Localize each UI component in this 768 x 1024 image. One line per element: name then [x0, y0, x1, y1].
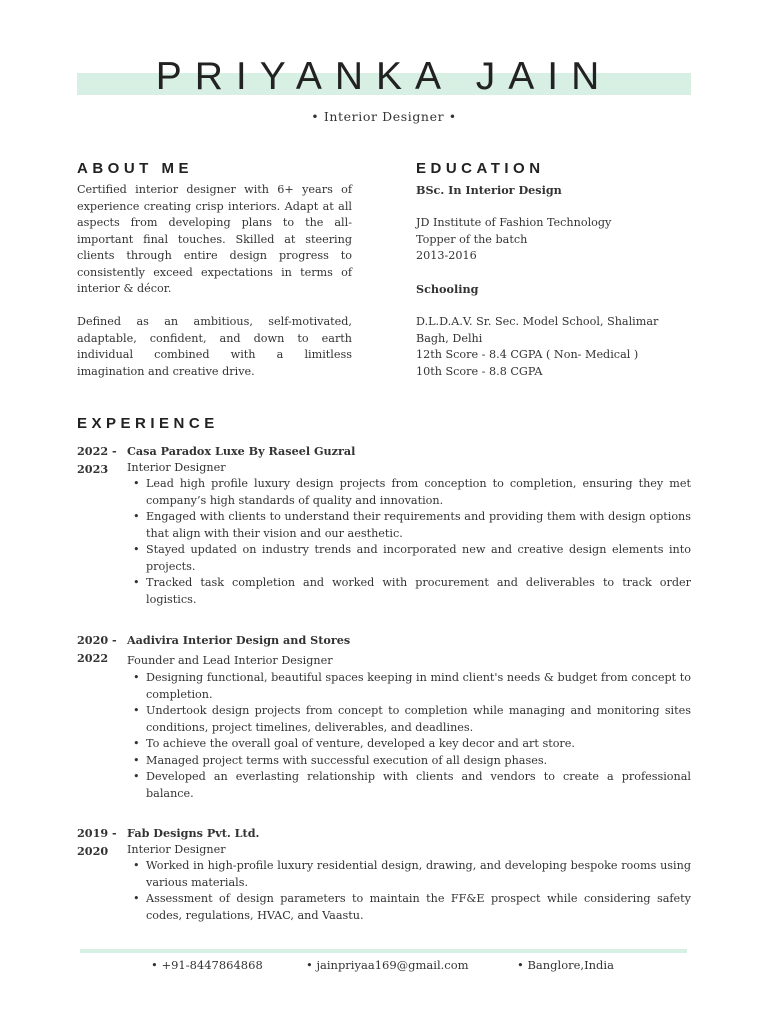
job-bullet: • Tracked task completion and worked with procurement and deliverables to track order logistics.: [146, 575, 691, 608]
contact-location: • Banglore,India: [517, 958, 614, 972]
footer-divider: [80, 949, 687, 953]
job-bullet: • Worked in high-profile luxury residential design, drawing, and developing bespoke rooms using various materials.: [146, 858, 691, 891]
degree-note: Topper of the batch: [416, 232, 528, 246]
job-dates: 2019 - 2020: [77, 826, 117, 858]
job-bullet: • Managed project terms with successful execution of all design phases.: [146, 753, 691, 770]
job-company: Aadivira Interior Design and Stores: [127, 633, 351, 647]
about-paragraph-1: Certified interior designer with 6+ years of experience creating crisp interiors. Adapt at all aspects from developing plans to the all-important final touches. Skilled at steering clients through entire design progress to consistently exceed expectations in terms of interior & décor.: [77, 183, 352, 295]
job-role: Interior Designer: [127, 461, 226, 474]
about-heading: ABOUT ME: [77, 160, 193, 177]
education-heading: EDUCATION: [416, 160, 545, 177]
contact-email: • jainpriyaa169@gmail.com: [306, 958, 469, 972]
job-bullet: • Designing functional, beautiful spaces keeping in mind client's needs & budget from concept to completion.: [146, 670, 691, 703]
degree-title: BSc. In Interior Design: [416, 183, 562, 197]
job-bullet: • Stayed updated on industry trends and incorporated new and creative design elements into projects.: [146, 542, 691, 575]
job-company: Fab Designs Pvt. Ltd.: [127, 826, 260, 840]
job-dates: 2022 - 2023: [77, 444, 117, 476]
candidate-name: PRIYANKA JAIN: [155, 55, 613, 98]
job-bullet: • Undertook design projects from concept to completion while managing and monitoring sites conditions, project timelines, deliverables, and deadlines.: [146, 703, 691, 736]
job-bullet: • To achieve the overall goal of venture, developed a key decor and art store.: [146, 736, 691, 753]
job-company: Casa Paradox Luxe By Raseel Guzral: [127, 444, 356, 458]
job-bullet: • Assessment of design parameters to maintain the FF&E prospect while considering safety codes, regulations, HVAC, and Vaastu.: [146, 891, 691, 924]
schooling-title: Schooling: [416, 282, 479, 296]
score-12th: 12th Score - 8.4 CGPA ( Non- Medical ): [416, 348, 639, 361]
job-bullets: [146, 670, 691, 802]
degree-years: 2013-2016: [416, 249, 477, 262]
about-paragraph-2: Defined as an ambitious, self-motivated, adaptable, confident, and down to earth individual combined with a limitless imagination and creative drive.: [77, 315, 352, 378]
contact-phone: • +91-8447864868: [151, 958, 263, 972]
school-name-line-1: D.L.D.A.V. Sr. Sec. Model School, Shalimar: [416, 315, 659, 328]
job-bullet: • Developed an everlasting relationship with clients and vendors to create a professional balance.: [146, 769, 691, 802]
school-name-line-2: Bagh, Delhi: [416, 331, 483, 345]
experience-heading: EXPERIENCE: [77, 415, 219, 432]
job-role: Founder and Lead Interior Designer: [127, 654, 333, 667]
job-bullet: • Lead high profile luxury design projects from conception to completion, ensuring they met company’s high standards of quality and innovation.: [146, 476, 691, 509]
degree-institute: JD Institute of Fashion Technology: [416, 216, 612, 229]
education-degree: [416, 182, 696, 265]
job-bullet: • Engaged with clients to understand their requirements and providing them with design options that align with their vision and our aesthetic.: [146, 509, 691, 542]
job-bullets: [146, 476, 691, 608]
job-title: • Interior Designer •: [311, 109, 457, 124]
job-role: Interior Designer: [127, 843, 226, 856]
score-10th: 10th Score - 8.8 CGPA: [416, 364, 543, 378]
education-schooling: [416, 281, 696, 380]
job-dates: 2020 - 2022: [77, 633, 117, 665]
job-bullets: [146, 858, 691, 924]
